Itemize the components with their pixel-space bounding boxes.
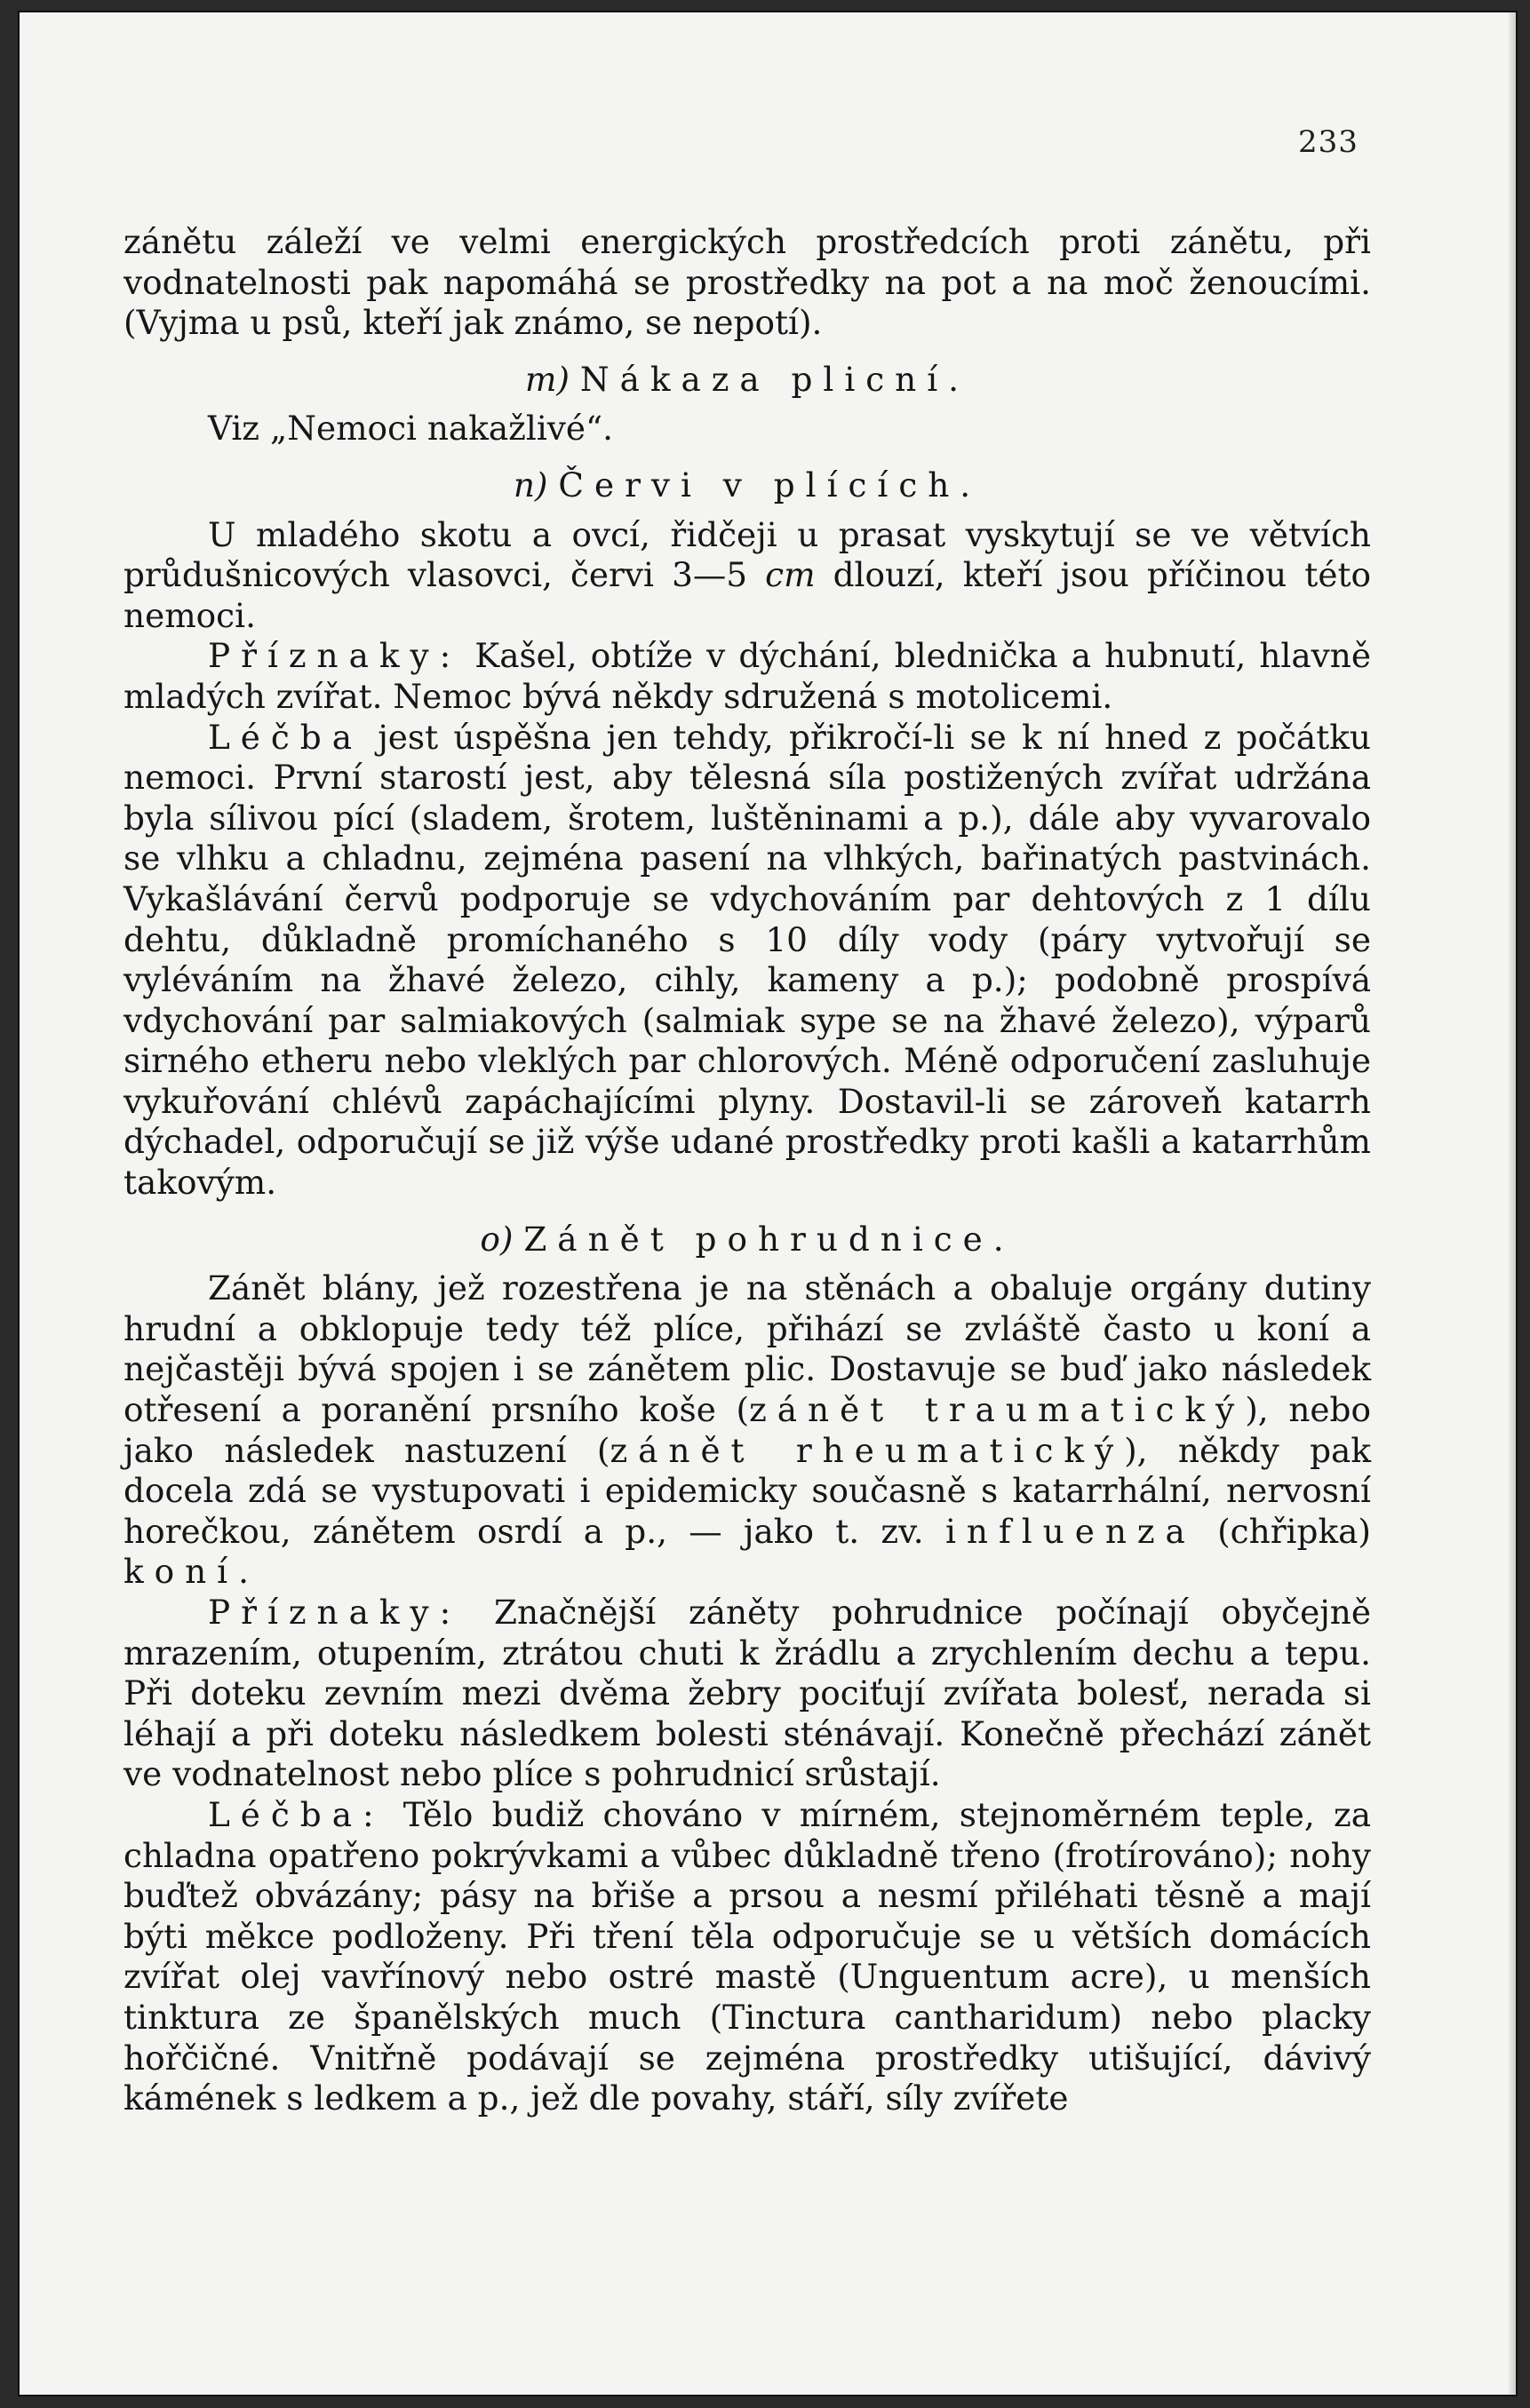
page-number: 233 <box>1298 124 1359 160</box>
paragraph-o-symptoms: Příznaky: Značnější záněty pohrudnice počínají obyčejně mrazením, otupením, ztrátou chuti k žrádlu a zrychlením dechu a tepu. Při doteku zevním mezi dvěma žebry pociťují zvířata bolesť, nerada si léhají a při doteku následkem bolesti sténávají. Konečně přechází zánět ve vodnatelnost nebo plíce s pohrudnicí srůstají. <box>124 1593 1372 1794</box>
paragraph-intro: zánětu záleží ve velmi energických prostředcích proti zánětu, při vodnatelnosti pak napomáhá se prostředky na pot a na moč ženoucími. (Vyjma u psů, kteří jak známo, se nepotí). <box>124 222 1371 343</box>
page-edge <box>1509 12 1516 2395</box>
page-text <box>124 222 1371 2119</box>
section-heading-n: n) Červi v plících. <box>513 465 982 505</box>
paragraph-o-1: Zánět blány, jež rozestřena je na stěnách a obaluje orgány dutiny hrudní a obklopuje tedy též plíce, přihází se zvláště často u koní a nejčastěji bývá spojen i se zánětem plic. Dostavuje se buď jako následek otřesení a poranění prsního koše (zánět traumatický), nebo jako následek nastuzení (zánět rheumatický), někdy pak docela zdá se vystupovati i epidemicky současně s katarrhální, nervosní horečkou, zánětem osrdí a p., — jako t. zv. influenza (chřipka) koní. <box>124 1268 1372 1592</box>
section-heading-m: m) Nákaza plicní. <box>524 359 970 399</box>
book-page <box>20 12 1516 2395</box>
paragraph-n-symptoms: Příznaky: Kašel, obtíže v dýchání, blednička a hubnutí, hlavně mladých zvířat. Nemoc bývá někdy sdružená s motolicemi. <box>124 636 1372 716</box>
paragraph-n-treatment: Léčba jest úspěšna jen tehdy, přikročí-li se k ní hned z počátku nemoci. První starostí jest, aby tělesná síla postižených zvířat udržána byla sílivou pící (sladem, šrotem, luštěninami a p.), dále aby vyvarovalo se vlhku a chladnu, zejména pasení na vlhkých, bařinatých pastvinách. Vykašlávání červů podporuje se vdychováním par dehtových z 1 dílu dehtu, důkladně promíchaného s 10 díly vody (páry vytvořují se vyléváním na žhavé železo, cihly, kameny a p.); podobně prospívá vdychování par salmiakových (salmiak sype se na žhavé železo), výparů sirného etheru nebo vleklých par chlorových. Méně odporučení zasluhuje vykuřování chlévů zapáchajícími plyny. Dostavil-li se zároveň katarrh dýchadel, odporučují se již výše udané prostředky proti kašli a katarrhům takovým. <box>124 717 1371 1203</box>
paragraph-o-treatment: Léčba: Tělo budiž chováno v mírném, stejnoměrném teple, za chladna opatřeno pokrývkami a vůbec důkladně třeno (frotírováno); nohy buďtež obvázány; pásy na břiše a prsou a nesmí přiléhati těsně a mají býti měkce podloženy. Při tření těla odporučuje se u větších domácích zvířat olej vavřínový nebo ostré mastě (Unguentum acre), u menších tinktura ze španělských much (Tinctura cantharidum) nebo placky hořčičné. Vnitřně podávají se zejména prostředky utišující, dávivý kámének s ledkem a p., jež dle povahy, stáří, síly zvířete <box>124 1794 1371 2118</box>
paragraph-m: Viz „Nemoci nakažlivé“. <box>208 409 614 449</box>
section-heading-o: o) Zánět pohrudnice. <box>480 1219 1015 1259</box>
paragraph-n-1: U mladého skotu a ovcí, řidčeji u prasat vyskytují se ve větvích průdušnicových vlasovci, červi 3—5 cm dlouzí, kteří jsou příčinou této nemoci. <box>124 514 1371 635</box>
